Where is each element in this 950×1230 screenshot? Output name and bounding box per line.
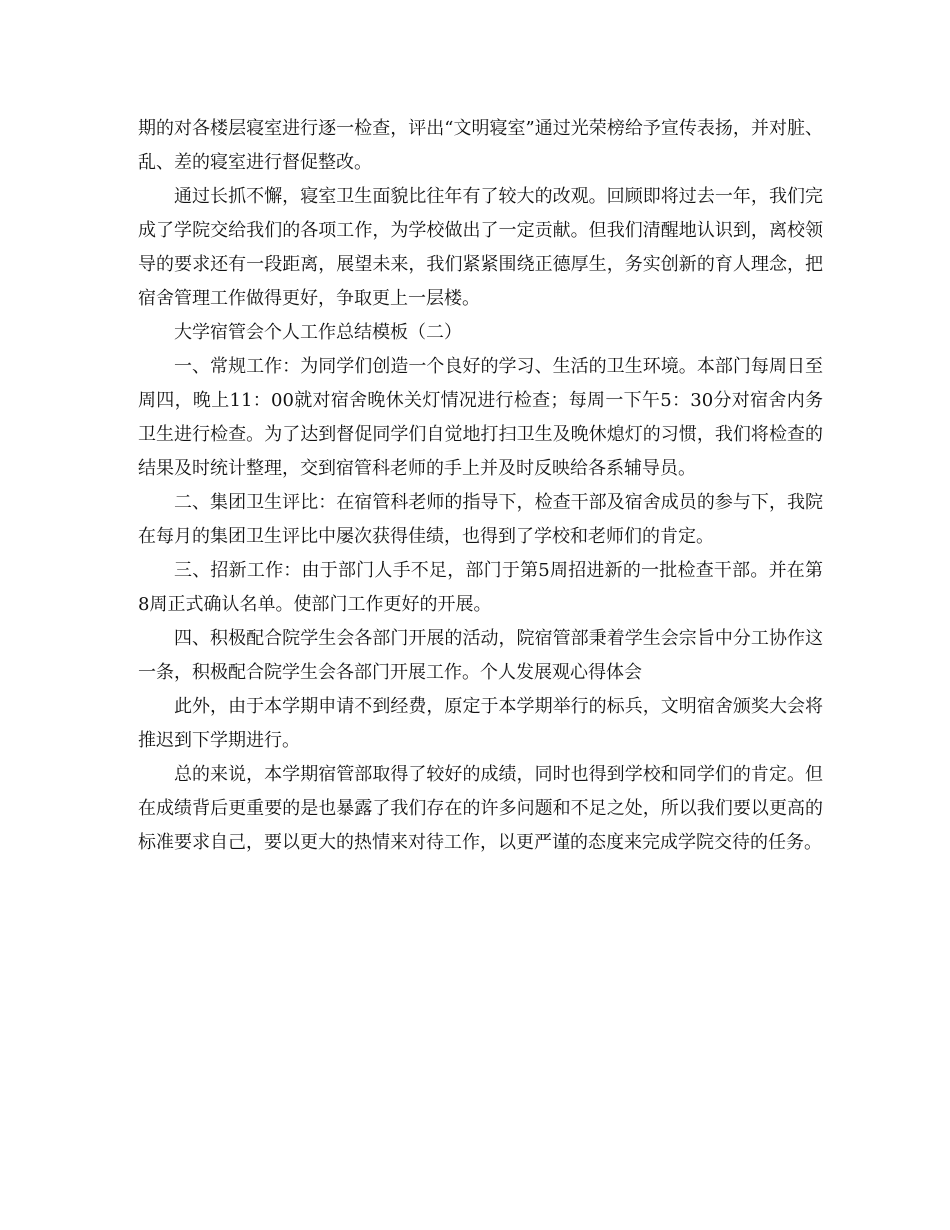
paragraph-cooperation: 四、积极配合院学生会各部门开展的活动，院宿管部秉着学生会宗旨中分工协作这一条，积极配合院学生会各部门开展工作。个人发展观心得体会: [138, 628, 823, 683]
paragraph-continuation: 期的对各楼层寝室进行逐一检查，评出“文明寝室”通过光荣榜给予宣传表扬，并对脏、乱、差的寝室进行督促整改。: [138, 118, 823, 173]
paragraph-routine-work: 一、常规工作：为同学们创造一个良好的学习、生活的卫生环境。本部门每周日至周四，晚上11：00就对宿舍晚休关灯情况进行检查；每周一下午5：30分对宿舍内务卫生进行检查。为了达到督促同学们自觉地打扫卫生及晚休熄灯的习惯，我们将检查的结果及时统计整理，交到宿管科老师的手上并及时反映给各系辅导员。: [138, 356, 823, 479]
document-body: [138, 112, 823, 860]
paragraph-hygiene-evaluation: 二、集团卫生评比：在宿管科老师的指导下，检查干部及宿舍成员的参与下，我院在每月的集团卫生评比中屡次获得佳绩，也得到了学校和老师们的肯定。: [138, 492, 823, 547]
paragraph-conclusion: 总的来说，本学期宿管部取得了较好的成绩，同时也得到学校和同学们的肯定。但在成绩背后更重要的是也暴露了我们存在的许多问题和不足之处，所以我们要以更高的标准要求自己，要以更大的热情来对待工作，以更严谨的态度来完成学院交待的任务。: [138, 764, 823, 853]
paragraph-recruitment: 三、招新工作：由于部门人手不足，部门于第5周招进新的一批检查干部。并在第8周正式确认名单。使部门工作更好的开展。: [138, 560, 823, 615]
section-heading: 大学宿管会个人工作总结模板（二）: [174, 322, 462, 343]
paragraph-review: 通过长抓不懈，寝室卫生面貌比往年有了较大的改观。回顾即将过去一年，我们完成了学院交给我们的各项工作，为学校做出了一定贡献。但我们清醒地认识到，离校领导的要求还有一段距离，展望未来，我们紧紧围绕正德厚生，务实创新的育人理念，把宿舍管理工作做得更好，争取更上一层楼。: [138, 186, 823, 309]
paragraph-funding: 此外，由于本学期申请不到经费，原定于本学期举行的标兵，文明宿舍颁奖大会将推迟到下学期进行。: [138, 696, 823, 751]
